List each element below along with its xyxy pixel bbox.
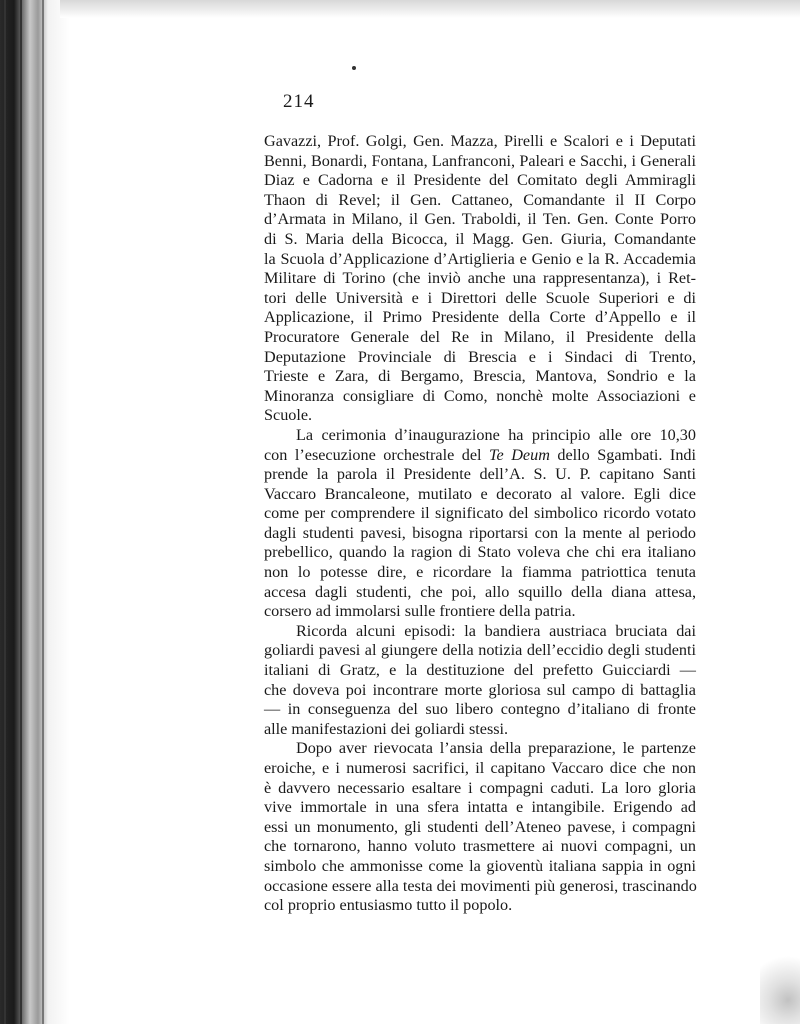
text-line: la Scuola d’Applicazione d’Artiglieria e Genio e la R. Accademia [264, 249, 696, 268]
text-line: essi un monumento, gli studenti dell’Ateneo pavese, i compagni [264, 817, 696, 836]
text-line: — in conseguenza del suo libero contegno d’italiano di fronte [264, 700, 696, 719]
text-line: d’Armata in Milano, il Gen. Traboldi, il Ten. Gen. Conte Porro [264, 210, 696, 229]
text-line: occasione essere alla testa dei movimenti più generosi, trascinando [264, 876, 697, 895]
text-line: che tornarono, hanno voluto trasmettere ai nuovi compagni, un [264, 837, 696, 856]
text-line: prende la parola il Presidente dell’A. S. U. P. capitano Santi [264, 465, 696, 484]
italic-title: Te Deum [489, 445, 550, 464]
text-line: corsero ad immolarsi sulle frontiere della patria. [264, 602, 576, 621]
text-line: come per comprendere il significato del simbolico ricordo votato [264, 504, 696, 523]
text-line: La cerimonia d’inaugurazione ha principio alle ore 10,30 [296, 425, 696, 444]
paragraph [264, 739, 696, 915]
text-line: Thaon di Revel; il Gen. Cattaneo, Comandante il II Corpo [264, 190, 696, 209]
text-line: non lo potesse dire, e ricordare la fiamma patriottica tenuta [264, 563, 696, 582]
text-line: Benni, Bonardi, Fontana, Lanfranconi, Paleari e Sacchi, i Generali [264, 151, 696, 170]
text-line: italiani di Gratz, e la destituzione del prefetto Guicciardi — [264, 661, 696, 680]
text-line: dagli studenti pavesi, bisogna riportarsi con la mente al periodo [264, 523, 696, 542]
text-line: accesa dagli studenti, che poi, allo squillo della diana attesa, [264, 582, 696, 601]
paragraph [264, 622, 696, 740]
text-line: Trieste e Zara, di Bergamo, Brescia, Mantova, Sondrio e la [264, 367, 696, 386]
text-line: alle manifestazioni dei goliardi stessi. [264, 719, 509, 738]
text-line: Diaz e Cadorna e il Presidente del Comitato degli Ammiragli [264, 171, 696, 190]
text-line: simbolo che ammonisse come la gioventù italiana sappia in ogni [264, 856, 696, 875]
text-line: prebellico, quando la ragion di Stato voleva che chi era italiano [264, 543, 696, 562]
text-line: con l’esecuzione orchestrale del Te Deum dello Sgambati. Indi [264, 445, 697, 464]
text-line: Procuratore Generale del Re in Milano, il Presidente della [264, 327, 696, 346]
text-line: tori delle Università e i Direttori delle Scuole Superiori e di [264, 288, 696, 307]
text-line: di S. Maria della Bicocca, il Magg. Gen. Giuria, Comandante [264, 229, 696, 248]
text-line: vive immortale in una sfera intatta e intangibile. Erigendo ad [264, 798, 696, 817]
text-line: Ricorda alcuni episodi: la bandiera austriaca bruciata dai [296, 621, 696, 640]
text-line: che doveva poi incontrare morte gloriosa sul campo di battaglia [264, 680, 696, 699]
text-line: Deputazione Provinciale di Brescia e i Sindaci di Trento, [264, 347, 696, 366]
text-line: goliardi pavesi al giungere della notizia dell’eccidio degli studenti [264, 641, 696, 660]
text-line: Scuole. [264, 406, 313, 425]
text-line: col proprio entusiasmo tutto il popolo. [264, 896, 513, 915]
text-line: Dopo aver rievocata l’ansia della preparazione, le partenze [296, 739, 696, 758]
text-line: Vaccaro Brancaleone, mutilato e decorato al valore. Egli dice [264, 484, 696, 503]
page-number: 214 [283, 91, 315, 112]
paragraph [264, 426, 696, 622]
text-line: Minoranza consigliare di Como, nonchè molte Associazioni e [264, 386, 696, 405]
text-line: Militare di Torino (che inviò anche una rappresentanza), i Ret- [264, 269, 696, 288]
body-text [264, 132, 696, 916]
text-line: Gavazzi, Prof. Golgi, Gen. Mazza, Pirelli e Scalori e i Deputati [264, 132, 696, 150]
text-line: eroiche, e i numerosi sacrifici, il capitano Vaccaro dice che non [264, 759, 696, 777]
text-line: è davvero necessario esaltare i compagni caduti. La loro gloria [264, 778, 696, 797]
text-line: Applicazione, il Primo Presidente della Corte d’Appello e il [264, 308, 696, 327]
paragraph [264, 132, 696, 426]
